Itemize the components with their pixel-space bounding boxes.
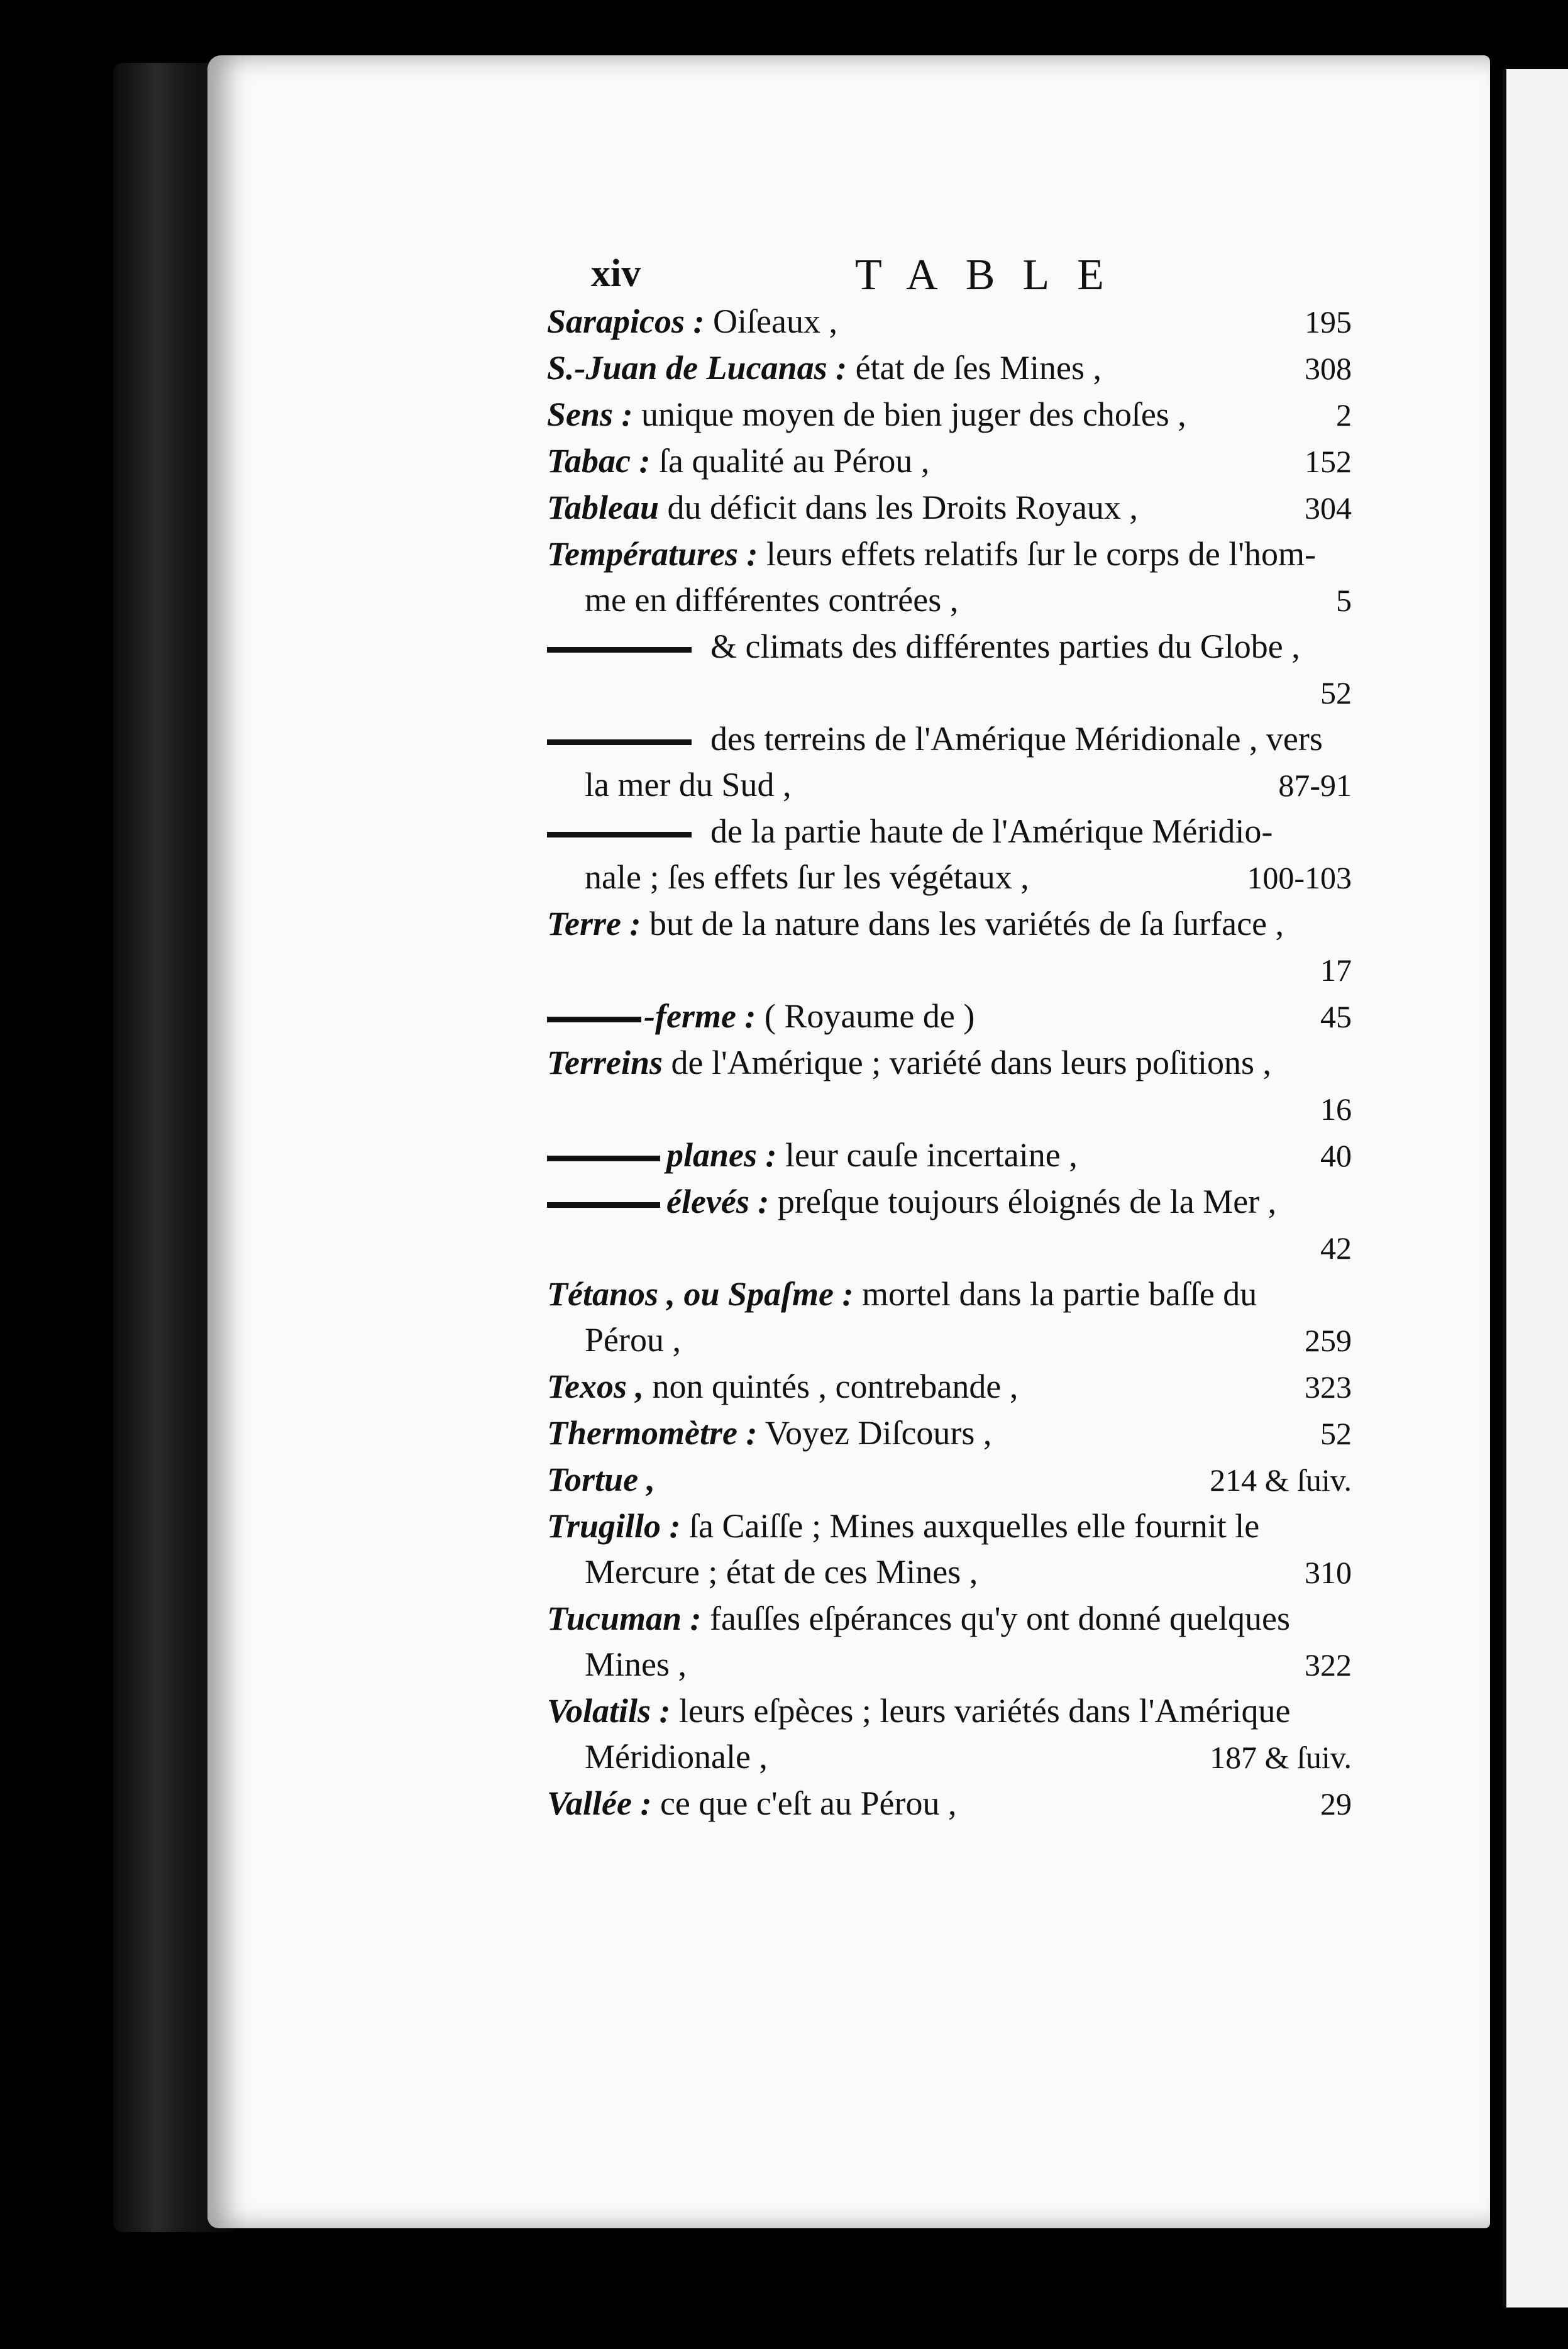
entry-head: Tableau xyxy=(547,489,660,526)
entry-text: preſque toujours éloignés de la Mer , xyxy=(777,1183,1277,1220)
entry-head: Sens : xyxy=(547,395,633,433)
entry-head: Tabac : xyxy=(547,442,651,480)
entry-page: 40 xyxy=(1320,1138,1352,1173)
entry-continuation: Mercure ; état de ces Mines , xyxy=(585,1553,978,1591)
entry-page: 152 xyxy=(1305,444,1352,479)
entry-continuation: Mines , xyxy=(585,1645,687,1683)
entry-subhead: -ferme : xyxy=(644,997,756,1035)
entry-subhead: élevés : xyxy=(666,1183,770,1220)
entry-text: unique moyen de bien juger des choſes , xyxy=(641,395,1186,433)
entry-page: 29 xyxy=(1320,1786,1352,1821)
index-entry-continuation xyxy=(547,762,1352,809)
index-entry xyxy=(547,438,1352,485)
entry-head: Terreins xyxy=(547,1044,663,1081)
index-entry xyxy=(547,1503,1352,1549)
entry-page: 195 xyxy=(1305,304,1352,340)
index-subentry xyxy=(547,1132,1352,1179)
index-entry xyxy=(547,345,1352,392)
entry-page: 304 xyxy=(1305,490,1352,526)
entry-continuation: la mer du Sud , xyxy=(585,766,792,804)
entry-text: leurs eſpèces ; leurs variétés dans l'Amérique xyxy=(679,1692,1291,1730)
entry-text: fauſſes eſpérances qu'y ont donné quelques xyxy=(710,1600,1290,1637)
entry-text: leur cauſe incertaine , xyxy=(785,1136,1078,1174)
index-entry-continuation xyxy=(547,854,1352,901)
entry-head: Vallée : xyxy=(547,1784,652,1822)
entry-text: de la partie haute de l'Amérique Méridio- xyxy=(710,812,1273,850)
index-entry xyxy=(547,1271,1352,1317)
entry-text: état de ſes Mines , xyxy=(855,349,1101,387)
index-entry xyxy=(547,531,1352,577)
entry-text: leurs effets relatifs ſur le corps de l'hom- xyxy=(766,535,1316,573)
entry-continuation: Méridionale , xyxy=(585,1738,768,1776)
ditto-dash xyxy=(547,647,692,653)
entry-continuation: nale ; ſes effets ſur les végétaux , xyxy=(585,858,1029,896)
entry-page-line xyxy=(547,1225,1352,1271)
entry-text: but de la nature dans les variétés de ſa ſurface , xyxy=(649,905,1284,942)
index-entry xyxy=(547,1040,1352,1086)
entry-page: 52 xyxy=(1320,1416,1352,1451)
ditto-dash xyxy=(547,739,692,745)
index-entry-continuation xyxy=(547,1549,1352,1596)
index-entry-continuation xyxy=(547,1734,1352,1781)
entry-text: de l'Amérique ; variété dans leurs poſitions , xyxy=(671,1044,1272,1081)
ditto-dash xyxy=(547,1017,641,1022)
index-entry xyxy=(547,1688,1352,1734)
entry-page-line xyxy=(547,947,1352,993)
entry-head: Trugillo : xyxy=(547,1507,681,1545)
entry-page-line xyxy=(547,670,1352,716)
ditto-dash xyxy=(547,1156,660,1161)
entry-text: des terreins de l'Amérique Méridionale , vers xyxy=(710,720,1323,758)
index-subentry xyxy=(547,993,1352,1040)
index-entry xyxy=(547,299,1352,345)
index-entry xyxy=(547,485,1352,531)
entry-head: Tortue , xyxy=(547,1461,656,1498)
index-entry-continuation xyxy=(547,577,1352,624)
entry-subhead: planes : xyxy=(666,1136,777,1174)
entry-head: Terre : xyxy=(547,905,641,942)
entry-head: Tétanos , ou Spaſme : xyxy=(547,1275,854,1313)
entry-head: Températures : xyxy=(547,535,758,573)
index-entry xyxy=(547,1364,1352,1410)
entry-page: 52 xyxy=(1320,675,1352,710)
entry-text: Oiſeaux , xyxy=(713,302,837,340)
entry-page: 5 xyxy=(1336,583,1352,618)
index-subentry xyxy=(547,624,1352,670)
index-subentry xyxy=(547,809,1352,854)
ditto-dash xyxy=(547,832,692,837)
entry-page: 45 xyxy=(1320,999,1352,1034)
entry-page: 259 xyxy=(1305,1323,1352,1358)
index-entries xyxy=(547,299,1352,1827)
index-entry-continuation xyxy=(547,1317,1352,1364)
entry-page: 42 xyxy=(1320,1230,1352,1266)
page-title: TABLE xyxy=(855,251,1132,299)
entry-page: 310 xyxy=(1305,1555,1352,1590)
facing-page-edge xyxy=(1503,69,1568,2308)
entry-head: Thermomètre : xyxy=(547,1414,758,1452)
entry-text: Voyez Diſcours , xyxy=(765,1414,992,1452)
entry-page: 214 & ſuiv. xyxy=(1210,1462,1352,1498)
index-entry xyxy=(547,1457,1352,1503)
index-entry xyxy=(547,1781,1352,1827)
index-subentry xyxy=(547,1179,1352,1225)
page-number: xiv xyxy=(591,252,641,295)
entry-page: 17 xyxy=(1320,953,1352,988)
entry-continuation: Pérou , xyxy=(585,1321,681,1359)
entry-page: 322 xyxy=(1305,1647,1352,1683)
entry-head: S.-Juan de Lucanas : xyxy=(547,349,847,387)
index-entry xyxy=(547,1410,1352,1457)
entry-page: 2 xyxy=(1336,397,1352,433)
entry-continuation: me en différentes contrées , xyxy=(585,581,959,619)
entry-text: ( Royaume de ) xyxy=(764,997,975,1035)
entry-page-line xyxy=(547,1086,1352,1132)
entry-page: 87-91 xyxy=(1278,768,1352,803)
entry-page: 187 & ſuiv. xyxy=(1210,1740,1352,1775)
index-entry xyxy=(547,392,1352,438)
entry-text: du déficit dans les Droits Royaux , xyxy=(667,489,1138,526)
entry-head: Texos , xyxy=(547,1368,644,1405)
entry-text: ce que c'eſt au Pérou , xyxy=(660,1784,957,1822)
entry-head: Volatils : xyxy=(547,1692,671,1730)
index-entry xyxy=(547,901,1352,947)
index-entry-continuation xyxy=(547,1642,1352,1688)
ditto-dash xyxy=(547,1202,660,1208)
entry-text: & climats des différentes parties du Globe , xyxy=(710,627,1300,665)
entry-page: 323 xyxy=(1305,1369,1352,1405)
entry-head: Sarapicos : xyxy=(547,302,705,340)
entry-text: mortel dans la partie baſſe du xyxy=(862,1275,1257,1313)
entry-text: ſa qualité au Pérou , xyxy=(658,442,930,480)
entry-text: ſa Caiſſe ; Mines auxquelles elle fournit le xyxy=(689,1507,1260,1545)
index-entry xyxy=(547,1596,1352,1642)
entry-text: non quintés , contrebande , xyxy=(652,1368,1019,1405)
entry-page: 100-103 xyxy=(1247,860,1352,895)
entry-page: 16 xyxy=(1320,1092,1352,1127)
entry-head: Tucuman : xyxy=(547,1600,702,1637)
entry-page: 308 xyxy=(1305,351,1352,386)
index-subentry xyxy=(547,716,1352,762)
